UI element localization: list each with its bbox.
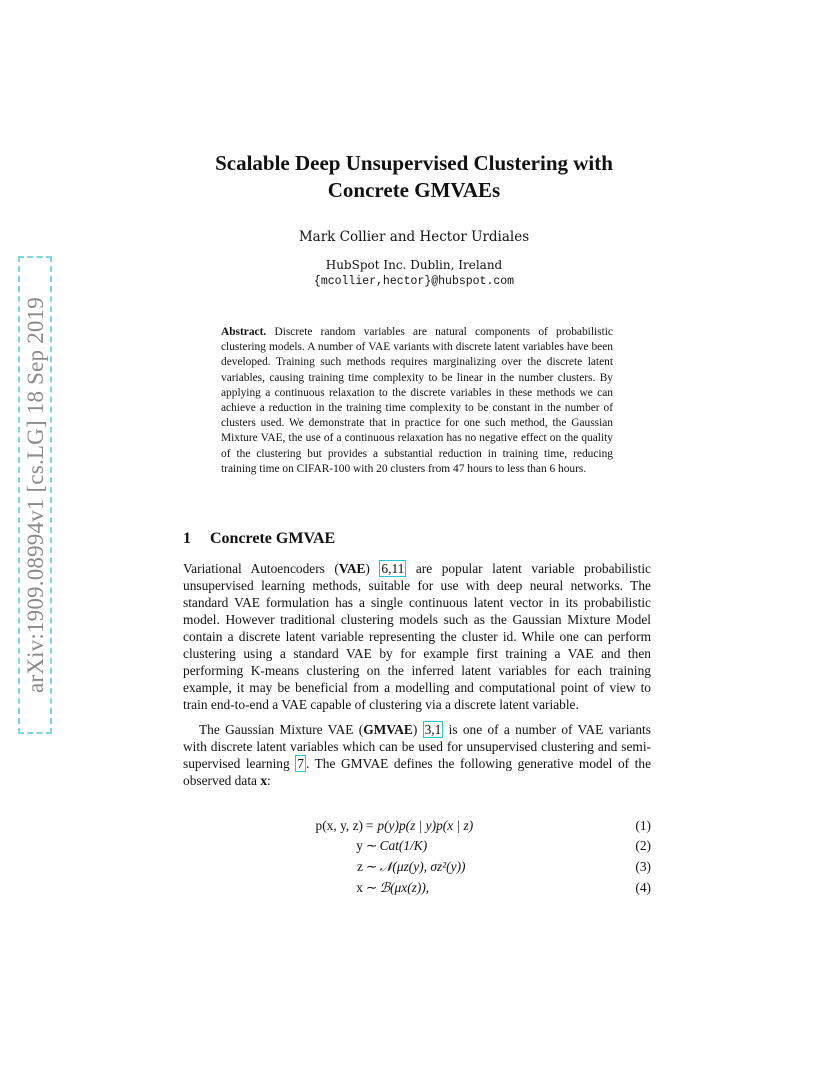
abstract (221, 325, 613, 477)
text-span: Variational Autoencoders ( (183, 561, 339, 576)
equation-rhs: ∼ ℬ(μx(z)), (365, 880, 430, 895)
bold-variable: x (260, 772, 268, 788)
bold-term: VAE (338, 561, 366, 576)
abstract-label: Abstract. (221, 326, 267, 338)
citation-link[interactable]: 3,1 (424, 722, 442, 737)
abstract-text: Discrete random variables are natural components of probabilistic clustering models. A number of VAE variants with discrete latent variables have been developed. Training such methods requires marginalizing over the discrete latent variables, causing training time complexity to be linear in the number clusters. By applying a continuous relaxation to the discrete variables in these methods we can achieve a reduction in the training time complexity to be constant in the number of clusters used. We demonstrate that in practice for one such method, the Gaussian Mixture VAE, the use of a continuous relaxation has no negative effect on the quality of the clustering but provides a substantial reduction in training time, reducing training time on CIFAR-100 with 20 clusters from 47 hours to less than 6 hours. (221, 326, 613, 475)
bold-term: GMVAE (363, 722, 413, 737)
title-line-1: Scalable Deep Unsupervised Clustering with (215, 151, 613, 175)
equation-lhs: y (356, 838, 363, 853)
text-span: are popular latent variable probabilistic unsupervised learning methods, suitable for use with deep neural networks. The standard VAE formulation has a single continuous latent vector in its probabilistic model. However traditional clustering models such as the Gaussian Mixture Model contain a discrete latent variable representing the cluster id. While one can perform clustering using a standard VAE by for example first training a VAE and then performing K-means clustering on the inferred latent variables for each training example, it may be beneficial from a modelling and computational point of view to train end-to-end a VAE capable of clustering via a discrete latent variable. (183, 561, 651, 712)
section-number: 1 (183, 530, 191, 547)
paper-title (0, 150, 828, 204)
equation-3 (183, 859, 651, 876)
equation-rhs: = p(y)p(z | y)p(x | z) (365, 818, 474, 833)
equation-lhs: p(x, y, z) (315, 818, 363, 833)
text-span: : (267, 772, 271, 788)
equation-number: (3) (635, 859, 651, 874)
equation-lhs: z (357, 859, 363, 874)
equation-1 (183, 818, 651, 835)
affiliation: HubSpot Inc. Dublin, Ireland (325, 258, 503, 272)
author-email: {mcollier,hector}@hubspot.com (313, 275, 515, 288)
title-line-2: Concrete GMVAEs (327, 178, 501, 202)
equation-4 (183, 880, 651, 897)
text-span: is one of a number of VAE variants with discrete latent variables which can be used for unsupervised clustering and semi-supervised learning (183, 722, 651, 771)
authors: Mark Collier and Hector Urdiales (298, 229, 530, 245)
equation-number: (4) (635, 880, 651, 895)
citation-link[interactable]: 7 (297, 755, 304, 771)
paragraph-1 (183, 561, 651, 714)
equation-number: (2) (635, 838, 651, 853)
equation-rhs: ∼ Cat(1/K) (365, 838, 428, 853)
text-span: . The GMVAE defines the following generative model of the observed data (183, 755, 652, 788)
text-span: ) (412, 722, 423, 737)
equation-2 (183, 838, 651, 855)
equation-lhs: x (356, 880, 363, 895)
section-heading (183, 530, 335, 548)
arxiv-identifier: arXiv:1909.08994v1 [cs.LG] 18 Sep 2019 (23, 297, 48, 693)
paragraph-2 (183, 722, 651, 790)
text-span: ) (365, 561, 380, 576)
section-title: Concrete GMVAE (210, 530, 336, 547)
equation-rhs: ∼ 𝒩(μz(y), σz²(y)) (365, 859, 466, 874)
citation-link[interactable]: 6,11 (381, 561, 405, 576)
equation-number: (1) (635, 818, 651, 833)
text-span: The Gaussian Mixture VAE ( (199, 722, 364, 737)
